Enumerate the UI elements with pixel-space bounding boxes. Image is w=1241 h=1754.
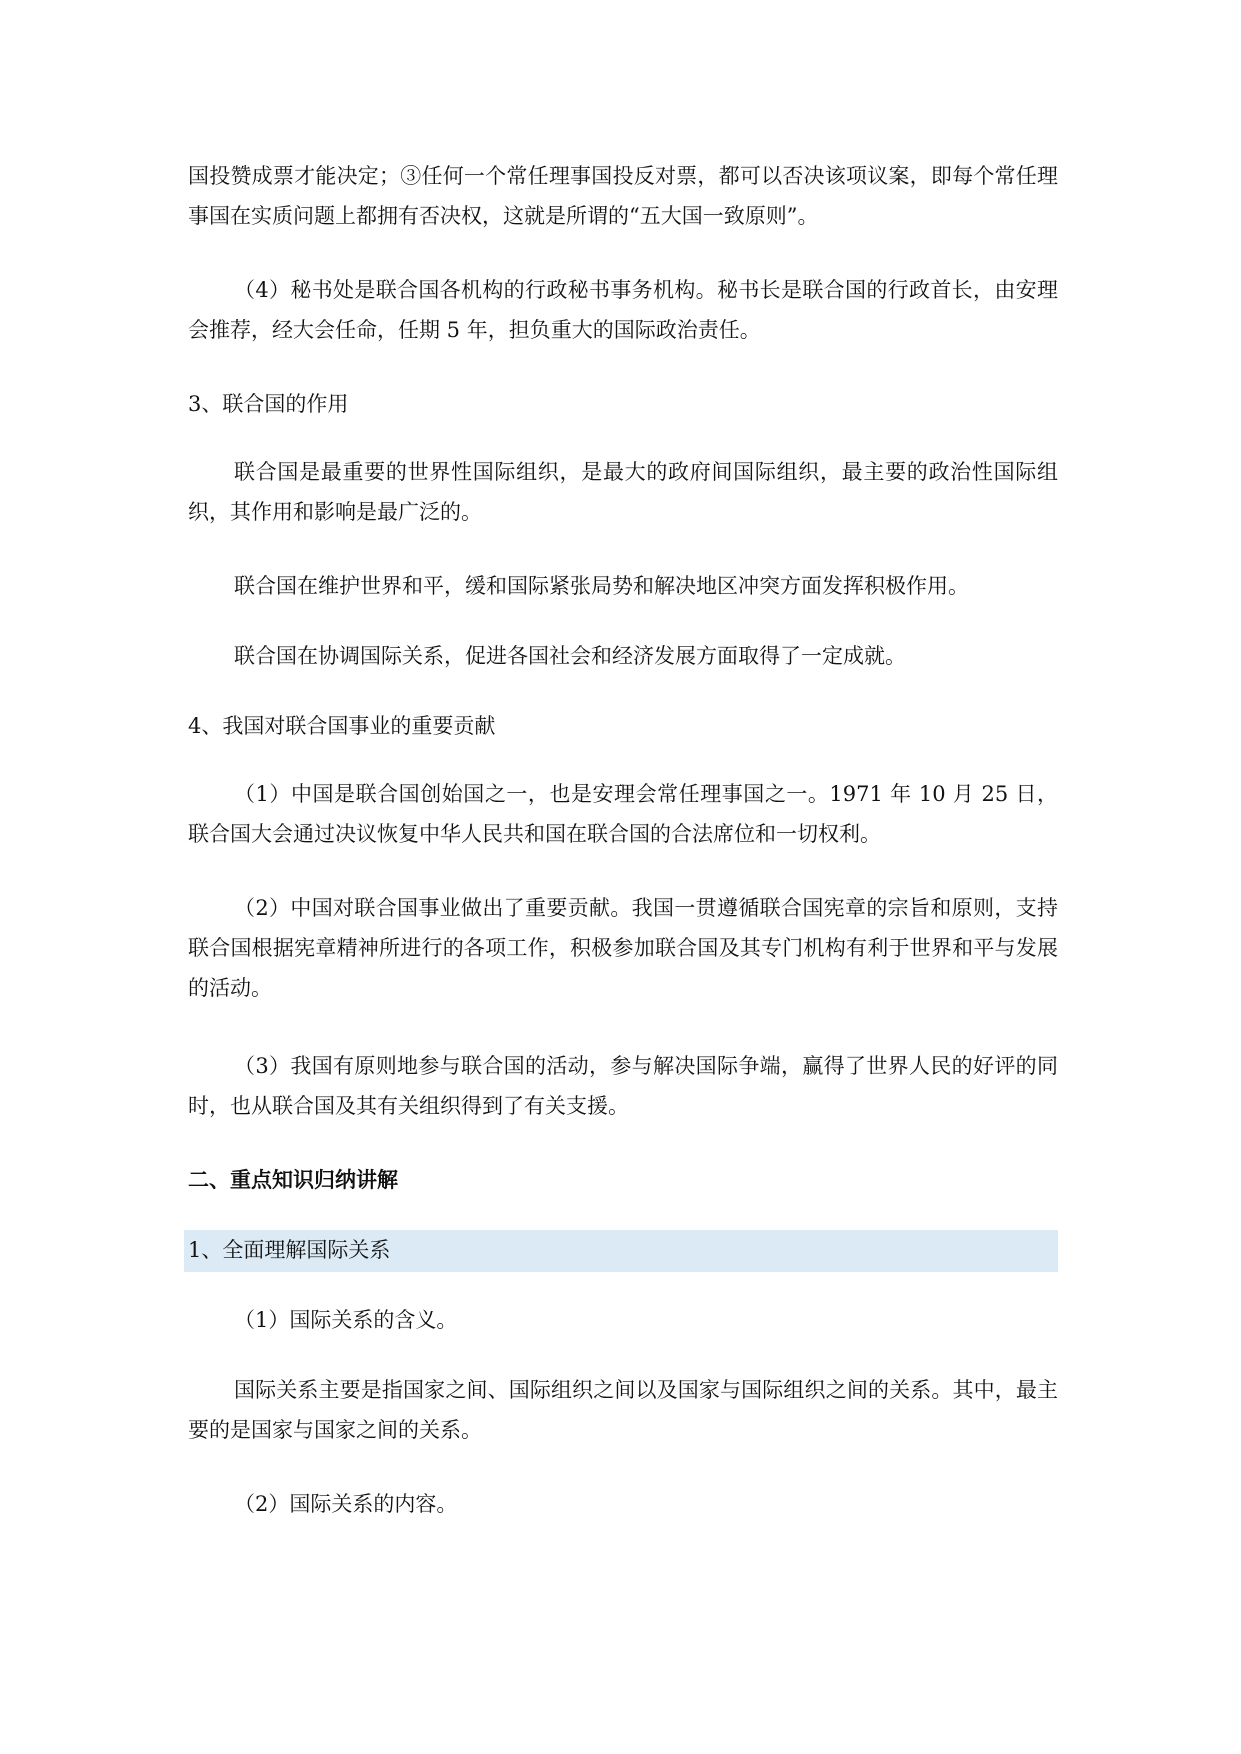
paragraph-china-founder: （1）中国是联合国创始国之一，也是安理会常任理事国之一。1971 年 10 月 25 日，联合国大会通过决议恢复中华人民共和国在联合国的合法席位和一切权利。 bbox=[188, 782, 1058, 846]
paragraph-un-coordination: 联合国在协调国际关系，促进各国社会和经济发展方面取得了一定成就。 bbox=[234, 644, 906, 668]
paragraph-china-contribution: （2）中国对联合国事业做出了重要贡献。我国一贯遵循联合国宪章的宗旨和原则，支持联合国根据宪章精神所进行的各项工作，积极参加联合国及其专门机构有利于世界和平与发展的活动。 bbox=[188, 896, 1058, 1000]
paragraph-secretariat: （4）秘书处是联合国各机构的行政秘书事务机构。秘书长是联合国的行政首长，由安理会推荐，经大会任命，任期 5 年，担负重大的国际政治责任。 bbox=[188, 278, 1058, 342]
paragraph-un-peace: 联合国在维护世界和平，缓和国际紧张局势和解决地区冲突方面发挥积极作用。 bbox=[234, 574, 969, 598]
paragraph-un-importance: 联合国是最重要的世界性国际组织，是最大的政府间国际组织，最主要的政治性国际组织，其作用和影响是最广泛的。 bbox=[188, 460, 1058, 524]
section-heading-key-knowledge: 二、重点知识归纳讲解 bbox=[188, 1168, 398, 1192]
heading-international-relations: 1、全面理解国际关系 bbox=[188, 1238, 391, 1262]
heading-china-contribution: 4、我国对联合国事业的重要贡献 bbox=[188, 714, 496, 738]
paragraph-veto-principle: 国投赞成票才能决定；③任何一个常任理事国投反对票，都可以否决该项议案，即每个常任理事国在实质问题上都拥有否决权，这就是所谓的“五大国一致原则”。 bbox=[188, 164, 1058, 228]
paragraph-ir-meaning: 国际关系主要是指国家之间、国际组织之间以及国家与国际组织之间的关系。其中，最主要的是国家与国家之间的关系。 bbox=[188, 1378, 1058, 1442]
paragraph-ir-content-heading: （2）国际关系的内容。 bbox=[234, 1492, 458, 1516]
heading-un-role: 3、联合国的作用 bbox=[188, 392, 349, 416]
paragraph-china-participation: （3）我国有原则地参与联合国的活动，参与解决国际争端，赢得了世界人民的好评的同时，也从联合国及其有关组织得到了有关支援。 bbox=[188, 1054, 1058, 1118]
paragraph-ir-meaning-heading: （1）国际关系的含义。 bbox=[234, 1308, 458, 1332]
